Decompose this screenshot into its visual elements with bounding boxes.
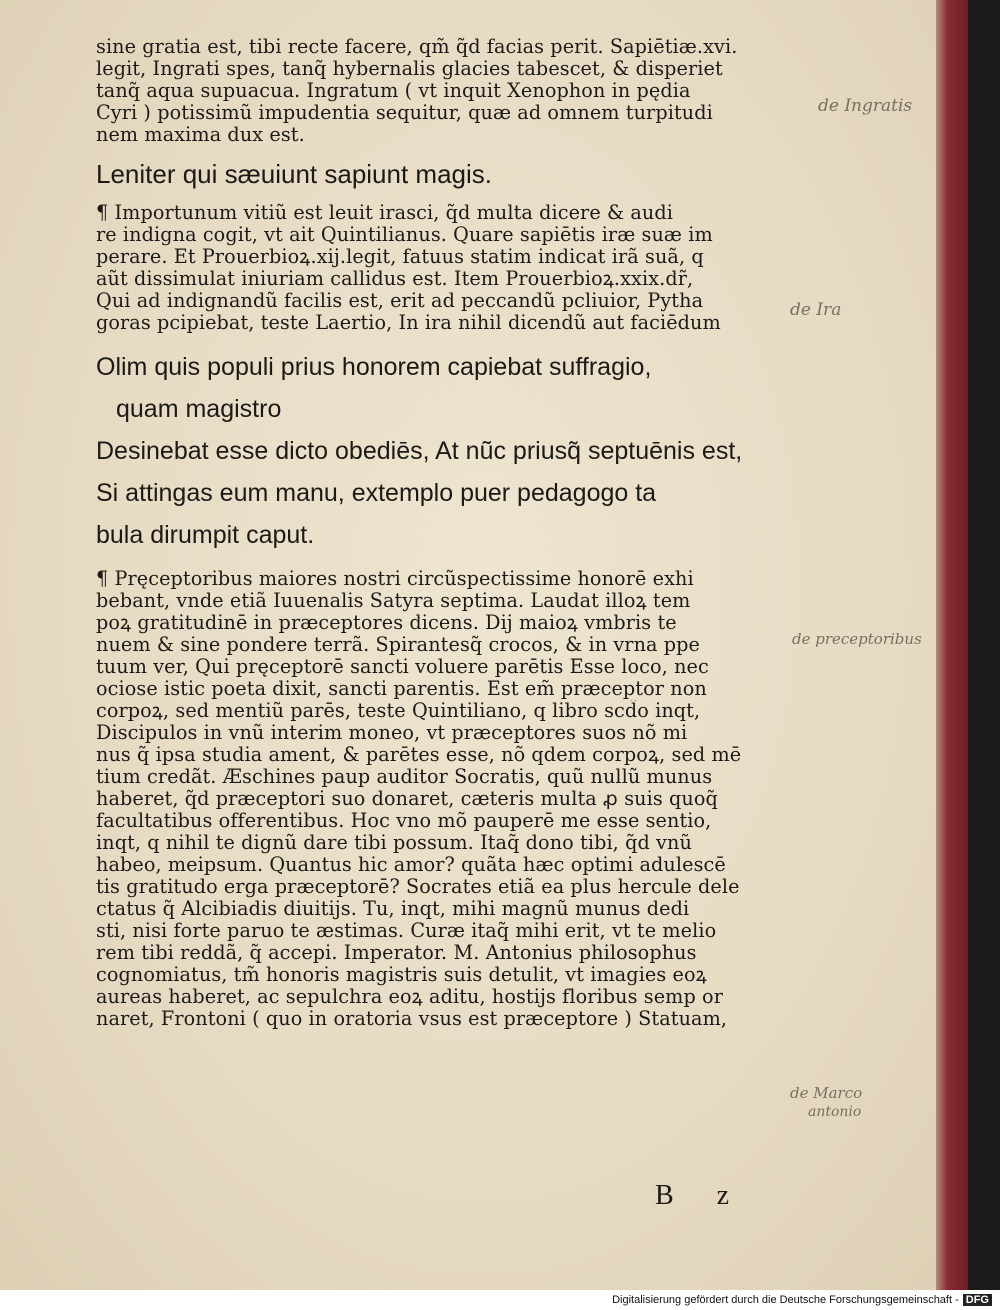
verse-line: Si attingas eum manu, extemplo puer pedagogo ta: [96, 479, 657, 507]
main-text: [96, 36, 786, 1030]
footer-credit: Digitalisierung gefördert durch die Deutsche Forschungsgemeinschaft -: [612, 1294, 959, 1306]
text-line: tuum ver, Qui pręceptorē sancti voluere parētis Esse loco, nec: [96, 656, 709, 678]
text-line: poꝝ gratitudinē in præceptores dicens. Dij maioꝝ vmbris te: [96, 612, 677, 634]
text-line: ociose istic poeta dixit, sancti parentis. Est em̃ præceptor non: [96, 678, 707, 700]
dfg-logo: DFG: [963, 1294, 992, 1306]
verse-line: quam magistro: [116, 395, 282, 423]
text-line: corpoꝝ, sed mentiũ parēs, teste Quintiliano, q libro scd̃o inqt,: [96, 700, 701, 722]
verse-line: bula dirumpit caput.: [96, 521, 315, 549]
text-line: re indigna cogit, vt ait Quintilianus. Quare sapiētis iræ suæ im: [96, 224, 713, 246]
text-line: Discipulos in vnũ interim moneo, vt præceptores suos nõ mi: [96, 722, 688, 744]
verse-block: [96, 346, 786, 556]
text-line: legit, Ingrati spes, tanq̃ hybernalis glacies tabescet, & disperiet: [96, 58, 723, 80]
section-heading: Leniter qui sæuiunt sapiunt magis.: [96, 159, 493, 189]
text-line: sti, nisi forte paruo te æstimas. Curæ itaq̃ mihi erit, vt te melio: [96, 920, 717, 942]
text-line: cognomiatus, tm̃ honoris magistris suis detulit, vt imagies eoꝝ: [96, 964, 707, 986]
text-line: nuem & sine pondere terrã. Spirantesq̃ crocos, & in vrna ppe: [96, 634, 700, 656]
book-cover-edge: [936, 0, 968, 1290]
text-line: ctatus q̃ Alcibiadis diuitijs. Tu, inqt, mihi magnũ munus dedi: [96, 898, 690, 920]
text-line: tis gratitudo erga præceptorē? Socrates etiã ea plus hercule dele: [96, 876, 740, 898]
text-line: habeo, meipsum. Quantus hic amor? quãta hæc optimi adulescē: [96, 854, 726, 876]
marginal-note: de Ingratis: [818, 96, 913, 116]
text-line: goras pcipiebat, teste Laertio, In ira nihil dicendũ aut faciēdum: [96, 312, 721, 334]
verse-line: Olim quis populi prius honorem capiebat suffragio,: [96, 353, 652, 381]
paragraph-ingratitude: [96, 36, 786, 146]
text-line: rem tibi reddã, q̃ accepi. Imperator. M. Antonius philosophus: [96, 942, 697, 964]
marginal-note: antonio: [808, 1104, 862, 1120]
marginal-note: de Marco: [790, 1084, 863, 1102]
text-line: haberet, q̃d præceptori suo donaret, cæteris multa ꝓ suis quoq̃: [96, 788, 718, 810]
paragraph-anger: [96, 202, 786, 334]
text-line: Qui ad indignandũ facilis est, erit ad peccandũ pcliuior, Pytha: [96, 290, 704, 312]
text-line: sine gratia est, tibi recte facere, qm̃ q̃d facias perit. Sapiētiæ.xvi.: [96, 36, 738, 58]
text-line: nus q̃ ipsa studia ament, & parētes esse, nõ qdem corpoꝝ, sed mē: [96, 744, 742, 766]
text-line: nem maxima dux est.: [96, 124, 305, 146]
paragraph-preceptors: [96, 568, 786, 1030]
text-line: inqt, q nihil te dignũ dare tibi possum. Itaq̃ dono tibi, q̃d vnũ: [96, 832, 692, 854]
text-line: Cyri ) potissimũ impudentia sequitur, quæ ad omnem turpitudi: [96, 102, 713, 124]
text-line: tium credãt. Æschines paup auditor Socratis, quũ nullũ munus: [96, 766, 713, 788]
footer-bar: [0, 1290, 1000, 1310]
verse-line: Desinebat esse dicto obediēs, At nũc priusq̃ septuēnis est,: [96, 437, 743, 465]
text-line: naret, Frontoni ( quo in oratoria vsus est præceptore ) Statuam,: [96, 1008, 728, 1030]
text-line: aureas haberet, ac sepulchra eoꝝ aditu, hostijs floribus semp or: [96, 986, 723, 1008]
marginal-note: de Ira: [790, 300, 842, 320]
text-line: ¶ Importunum vitiũ est leuit irasci, q̃d multa dicere & audi: [96, 202, 673, 224]
text-line: perare. Et Prouerbioꝝ.xij.legit, fatuus statim indicat irã suã, q: [96, 246, 704, 268]
text-line: tanq̃ aqua supuacua. Ingratum ( vt inquit Xenophon in pędia: [96, 80, 691, 102]
text-line: facultatibus offerentibus. Hoc vno mõ pauperē me esse sentio,: [96, 810, 712, 832]
text-line: aũt dissimulat iniuriam callidus est. Item Prouerbioꝝ.xxix.dr̃,: [96, 268, 694, 290]
text-line: bebant, vnde etiã Iuuenalis Satyra septima. Laudat illoꝝ tem: [96, 590, 691, 612]
text-line: ¶ Pręceptoribus maiores nostri circũspectissime honorē exhi: [96, 568, 694, 590]
signature-mark: B z: [655, 1180, 748, 1211]
marginal-note: de preceptoribus: [792, 630, 922, 648]
